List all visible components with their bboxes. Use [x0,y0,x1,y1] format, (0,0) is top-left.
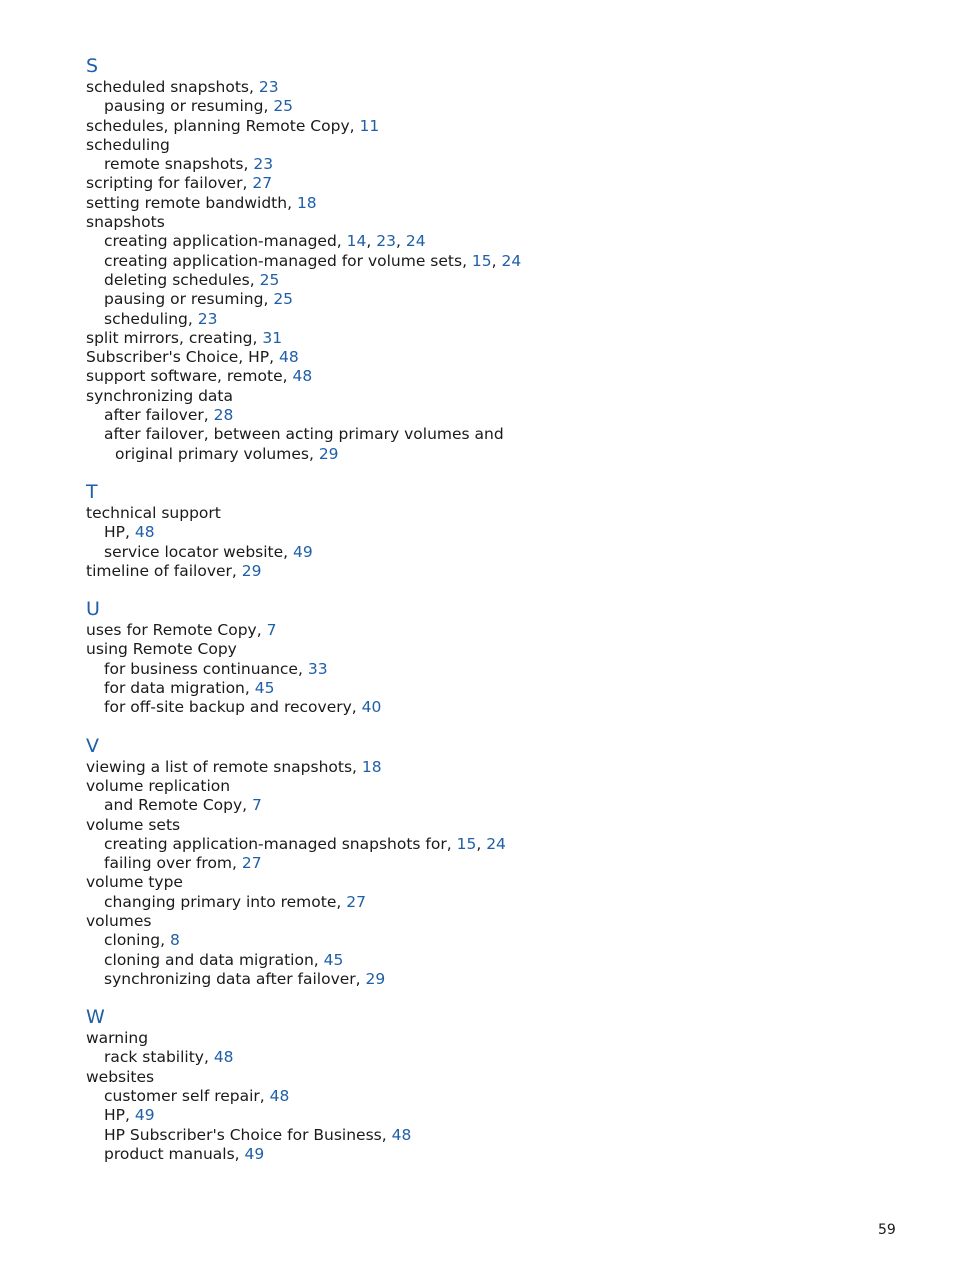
index-section-t [86,480,786,581]
page-references [347,232,426,250]
index-entry [86,504,786,523]
index-subentry [86,931,786,950]
entry-label: synchronizing data after failover, [104,969,366,988]
entry-label: timeline of failover, [86,561,242,580]
page-link[interactable]: 14 [346,232,367,251]
index-entry [86,329,786,348]
page-references [262,329,282,347]
entry-label: remote snapshots, [104,155,254,174]
page-references [472,252,521,270]
entry-label: HP, [104,523,135,542]
entry-label: failing over from, [104,854,242,873]
page-link[interactable]: 15 [456,834,477,853]
page-references [392,1126,412,1144]
index-entry [86,640,786,659]
entry-label: scripting for failover, [86,174,253,193]
page-link[interactable]: 27 [252,174,273,193]
entry-label: Subscriber's Choice, HP, [86,348,279,367]
index-entry [86,117,786,136]
page-link[interactable]: 25 [259,270,280,289]
index-entry [86,174,786,193]
entry-label: cloning and data migration, [104,950,324,969]
page-references [362,698,382,716]
index-subentry [86,698,786,717]
index-subentry [86,232,786,251]
index-entry [86,136,786,155]
index-entry [86,1029,786,1048]
page-separator: , [476,834,487,853]
page-references [255,679,275,697]
page-references [214,1048,234,1066]
entry-label: deleting schedules, [104,270,260,289]
index-entry [86,621,786,640]
index-entry [86,367,786,386]
entry-label: HP, [104,1106,135,1125]
page-references [245,1145,265,1163]
entry-label: scheduling [86,135,170,154]
index-subentry [86,155,786,174]
page-references [359,117,379,135]
index-section-v [86,734,786,990]
page-link[interactable]: 48 [269,1087,290,1106]
page-references [270,1087,290,1105]
index-subentry [86,835,786,854]
entry-label: snapshots [86,213,165,232]
page-link[interactable]: 24 [405,232,426,251]
index-subentry [86,1126,786,1145]
page-references [279,348,299,366]
page-separator: , [366,232,377,251]
entry-label: original primary volumes, [115,444,319,463]
page-references [135,523,155,541]
entry-label: setting remote bandwidth, [86,193,297,212]
entry-label: warning [86,1029,149,1048]
entry-label: support software, remote, [86,367,293,386]
entry-label: HP Subscriber's Choice for Business, [104,1125,392,1144]
entry-label: viewing a list of remote snapshots, [86,757,362,776]
index-subentry [86,290,786,309]
page-link[interactable]: 48 [213,1048,234,1067]
index-subentry [86,951,786,970]
section-letter: U [86,598,100,621]
page-references [297,194,317,212]
page-references [214,406,234,424]
page-link[interactable]: 45 [254,679,275,698]
index-subentry [86,543,786,562]
index-subentry [86,970,786,989]
entry-label: scheduled snapshots, [86,78,259,96]
page-link[interactable]: 28 [213,406,234,425]
index-entry [86,816,786,835]
page-separator: , [491,251,502,270]
page-references [242,562,262,580]
page-link[interactable]: 49 [134,1106,155,1125]
entry-label: for data migration, [104,679,255,698]
entry-label: product manuals, [104,1144,245,1163]
page-references [324,951,344,969]
entry-label: changing primary into remote, [104,892,347,911]
index-section-u [86,597,786,717]
index-subentry [86,796,786,815]
page-link[interactable]: 45 [323,950,344,969]
page-link[interactable]: 29 [365,969,386,988]
page-link[interactable]: 31 [262,328,283,347]
page-link[interactable]: 23 [253,155,274,174]
page-link[interactable]: 11 [359,116,380,135]
entry-label: creating application-managed, [104,232,347,251]
entry-label: after failover, [104,406,214,425]
page-link[interactable]: 49 [244,1144,265,1163]
index-subentry [86,406,786,425]
page-references [252,174,272,192]
entry-label: volumes [86,911,152,930]
page-references [135,1106,155,1124]
index-subentry [86,854,786,873]
entry-label: synchronizing data [86,386,234,405]
page-link[interactable]: 24 [501,251,522,270]
entry-label: rack stability, [104,1048,214,1067]
entry-label: pausing or resuming, [104,290,274,309]
index-entry [86,562,786,581]
page-references [366,970,386,988]
entry-label: service locator website, [104,542,294,561]
entry-label: schedules, planning Remote Copy, [86,116,360,135]
index-entry [86,873,786,892]
page-references [198,310,218,328]
page-link[interactable]: 29 [318,444,339,463]
entry-label: volume sets [86,815,181,834]
page-references [273,290,293,308]
entry-label: and Remote Copy, [104,796,252,815]
page-link[interactable]: 7 [266,621,277,640]
index-entry [86,912,786,931]
page-link[interactable]: 33 [307,659,328,678]
page-references [259,78,279,96]
page-link[interactable]: 7 [252,796,262,815]
entry-label: creating application-managed snapshots for, [104,834,457,853]
index-entry [86,777,786,796]
entry-label: scheduling, [104,309,198,328]
index-subentry [86,445,786,464]
section-letter: T [86,480,98,503]
index-entry [86,1068,786,1087]
page-link[interactable]: 24 [486,834,506,853]
entry-label: split mirrors, creating, [86,328,263,347]
index-entry [86,387,786,406]
page-references [308,660,328,678]
entry-label: for business continuance, [104,659,308,678]
index-subentry [86,1145,786,1164]
page-link[interactable]: 25 [273,97,294,116]
entry-label: cloning, [104,931,170,950]
index-subentry [86,271,786,290]
page-references [273,97,293,115]
page-references [253,155,273,173]
page-references [252,796,262,814]
index-list [86,54,786,1164]
index-section-w [86,1005,786,1164]
index-entry [86,194,786,213]
page-link[interactable]: 48 [292,367,313,386]
page-references [362,758,382,776]
page-link[interactable]: 25 [273,290,294,309]
entry-label: creating application-managed for volume sets, [104,251,472,270]
index-section-s [86,54,786,464]
page-link[interactable]: 23 [258,78,279,96]
page-references [267,621,277,639]
index-entry [86,213,786,232]
page-references [292,367,312,385]
entry-label: uses for Remote Copy, [86,621,267,640]
index-subentry [86,1087,786,1106]
page-link[interactable]: 18 [361,757,382,776]
page-link[interactable]: 49 [293,542,313,561]
page-link[interactable]: 8 [169,931,180,950]
page-separator: , [395,232,406,251]
page-references [242,854,262,872]
entry-label: after failover, between acting primary volumes and [104,425,504,444]
section-letter: W [86,1006,105,1029]
index-subentry [86,523,786,542]
page-link[interactable]: 29 [241,561,262,580]
page-link[interactable]: 48 [279,348,299,367]
entry-label: technical support [86,503,221,522]
index-subentry [86,660,786,679]
page-references [457,835,506,853]
page-link[interactable]: 48 [134,523,155,542]
index-subentry [86,252,786,271]
page-references [319,445,339,463]
index-subentry [86,1048,786,1067]
page-link[interactable]: 23 [376,232,396,251]
index-subentry [86,425,786,444]
entry-label: volume type [86,873,183,892]
entry-label: volume replication [86,776,231,795]
entry-label: websites [86,1067,155,1086]
page-link[interactable]: 27 [241,854,262,873]
index-subentry [86,679,786,698]
index-entry [86,348,786,367]
index-subentry [86,893,786,912]
page-link[interactable]: 40 [361,698,382,717]
index-subentry [86,310,786,329]
section-letter: V [86,734,99,757]
entry-label: using Remote Copy [86,640,237,659]
entry-label: for off-site backup and recovery, [104,698,362,717]
page-link[interactable]: 15 [471,251,492,270]
page-references [260,271,280,289]
page-link[interactable]: 23 [197,309,218,328]
page-references [170,931,180,949]
page-references [346,893,366,911]
page-link[interactable]: 48 [391,1125,412,1144]
page-number: 59 [878,1222,896,1238]
index-entry [86,78,786,97]
section-letter: S [86,55,99,77]
page-link[interactable]: 27 [346,892,366,911]
entry-label: pausing or resuming, [104,97,274,116]
index-entry [86,758,786,777]
page-link[interactable]: 18 [296,193,317,212]
entry-label: customer self repair, [104,1087,270,1106]
index-subentry [86,97,786,116]
index-subentry [86,1106,786,1125]
page-references [293,543,313,561]
